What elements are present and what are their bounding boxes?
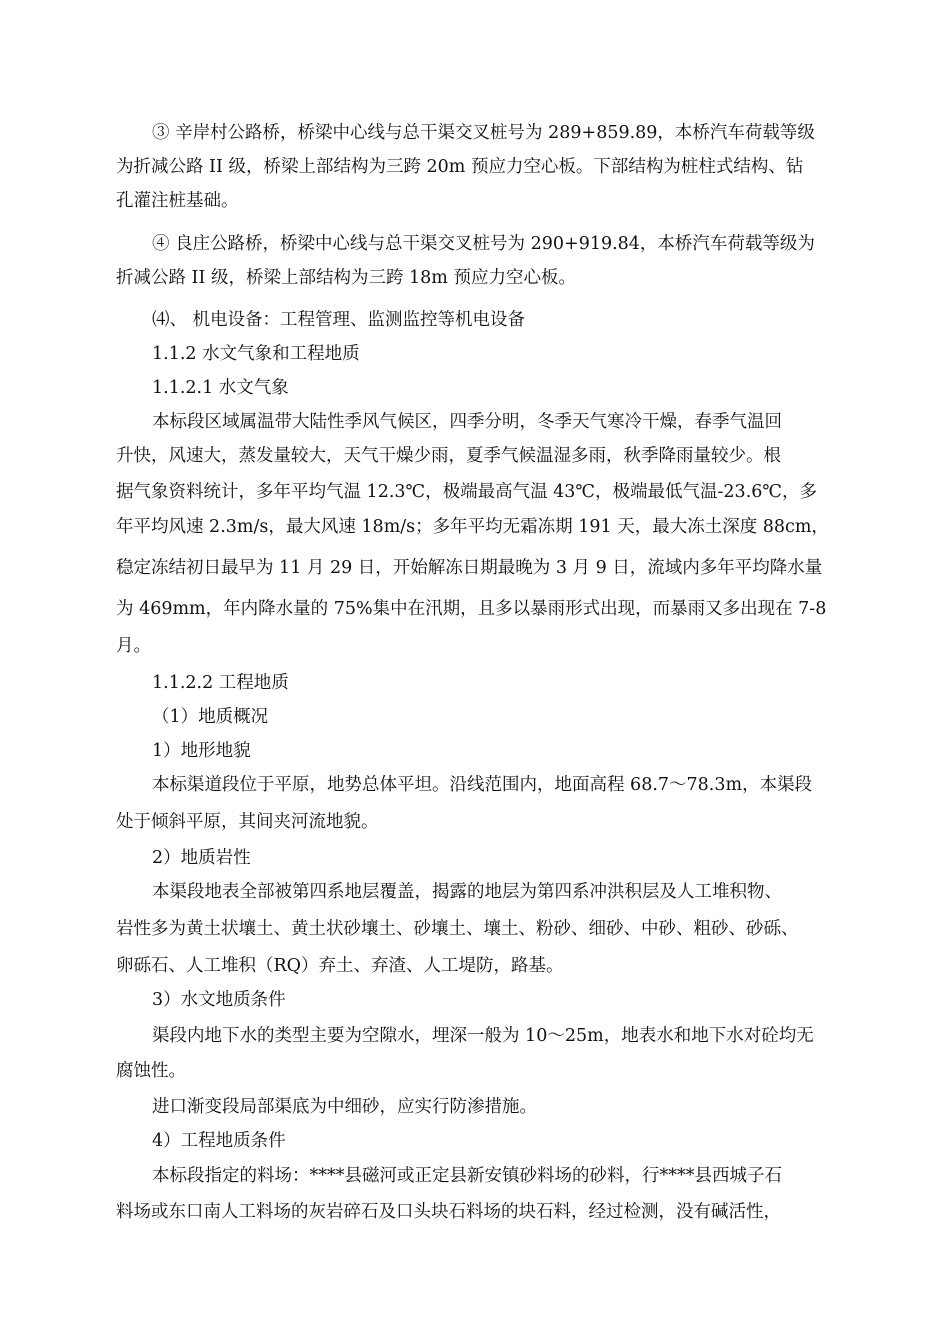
paragraph-bridge-3-line-3: 孔灌注桩基础。 xyxy=(116,191,239,211)
paragraph-quarry-line-1: 本标段指定的料场：****县磁河或正定县新安镇砂料场的砂料，行****县西城子石 xyxy=(152,1166,782,1186)
paragraph-climate-line-6: 为 469mm，年内降水量的 75%集中在汛期，且多以暴雨形式出现，而暴雨又多出现在 7-8 xyxy=(116,599,827,619)
paragraph-seepage-control: 进口渐变段局部渠底为中细砂，应实行防渗措施。 xyxy=(152,1097,537,1117)
paragraph-bridge-4-line-2: 折减公路 II 级，桥梁上部结构为三跨 18m 预应力空心板。 xyxy=(116,268,576,288)
heading-1-1-2: 1.1.2 水文气象和工程地质 xyxy=(152,344,360,364)
paragraph-climate-line-1: 本标段区域属温带大陆性季风气候区，四季分明，冬季天气寒冷干燥，春季气温回 xyxy=(152,412,782,432)
paragraph-hydrogeology-line-1: 渠段内地下水的类型主要为空隙水，埋深一般为 10～25m，地表水和地下水对砼均无 xyxy=(152,1026,814,1046)
paragraph-climate-line-2: 升快，风速大，蒸发量较大，天气干燥少雨，夏季气候温湿多雨，秋季降雨量较少。根 xyxy=(116,446,781,466)
paragraph-climate-line-3: 据气象资料统计，多年平均气温 12.3℃，极端最高气温 43℃，极端最低气温-23.6℃，多 xyxy=(116,482,817,502)
heading-lithology: 2）地质岩性 xyxy=(152,848,251,868)
paragraph-climate-line-7: 月。 xyxy=(116,636,151,656)
heading-1-1-2-2: 1.1.2.2 工程地质 xyxy=(152,673,289,693)
section-electromechanical: ⑷、 机电设备：工程管理、监测监控等机电设备 xyxy=(152,310,526,330)
paragraph-lithology-line-2: 岩性多为黄土状壤土、黄土状砂壤土、砂壤土、壤土、粉砂、细砂、中砂、粗砂、砂砾、 xyxy=(116,919,799,939)
paragraph-bridge-3-line-2: 为折减公路 II 级，桥梁上部结构为三跨 20m 预应力空心板。下部结构为桩柱式结构、钻 xyxy=(116,157,804,177)
paragraph-landform-line-2: 处于倾斜平原，其间夹河流地貌。 xyxy=(116,812,379,832)
heading-1-1-2-1: 1.1.2.1 水文气象 xyxy=(152,378,289,398)
heading-engineering-geology: 4）工程地质条件 xyxy=(152,1131,286,1151)
paragraph-quarry-line-2: 料场或东口南人工料场的灰岩碎石及口头块石料场的块石料，经过检测，没有碱活性， xyxy=(116,1202,781,1222)
paragraph-lithology-line-3: 卵砾石、人工堆积（RQ）弃土、弃渣、人工堤防，路基。 xyxy=(116,956,564,976)
heading-geology-overview: （1）地质概况 xyxy=(152,707,269,727)
heading-hydrogeology: 3）水文地质条件 xyxy=(152,990,286,1010)
paragraph-bridge-3-line-1: ③ 辛岸村公路桥，桥梁中心线与总干渠交叉桩号为 289+859.89，本桥汽车荷载等级 xyxy=(152,123,815,143)
paragraph-bridge-4-line-1: ④ 良庄公路桥，桥梁中心线与总干渠交叉桩号为 290+919.84，本桥汽车荷载等级为 xyxy=(152,234,815,254)
paragraph-climate-line-5: 稳定冻结初日最早为 11 月 29 日，开始解冻日期最晚为 3 月 9 日，流域内多年平均降水量 xyxy=(116,558,823,578)
paragraph-lithology-line-1: 本渠段地表全部被第四系地层覆盖，揭露的地层为第四系冲洪积层及人工堆积物、 xyxy=(152,882,782,902)
paragraph-landform-line-1: 本标渠道段位于平原，地势总体平坦。沿线范围内，地面高程 68.7～78.3m，本渠段 xyxy=(152,775,813,795)
paragraph-climate-line-4: 年平均风速 2.3m/s，最大风速 18m/s；多年平均无霜冻期 191 天，最大冻土深度 88cm， xyxy=(116,517,829,537)
paragraph-hydrogeology-line-2: 腐蚀性。 xyxy=(116,1061,186,1081)
heading-landform: 1）地形地貌 xyxy=(152,741,251,761)
